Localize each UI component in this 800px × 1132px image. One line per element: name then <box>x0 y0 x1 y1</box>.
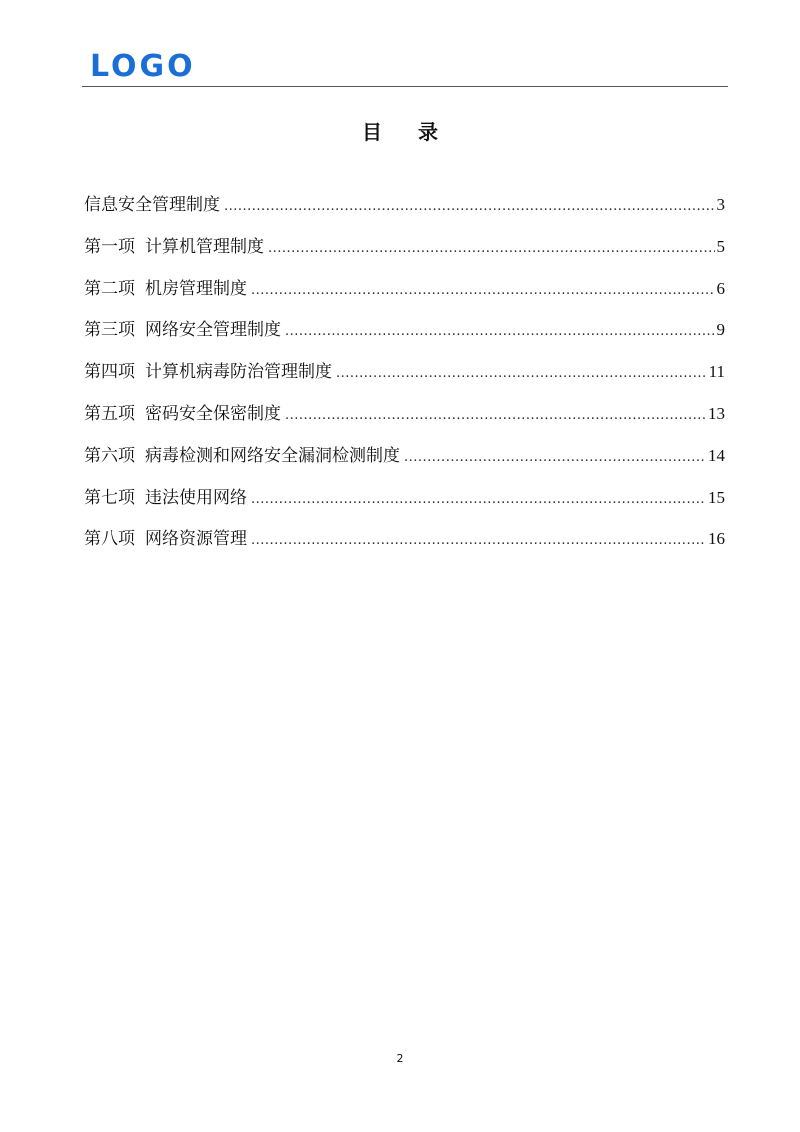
toc-entry-title: 密码安全保密制度 <box>145 403 281 424</box>
toc-entry-title: 计算机管理制度 <box>145 236 264 257</box>
toc-entry-title: 病毒检测和网络安全漏洞检测制度 <box>145 445 400 466</box>
page-number: 2 <box>396 1052 404 1065</box>
toc-page-ref: 15 <box>708 487 725 507</box>
toc-entry-number: 第七项 <box>84 487 135 508</box>
toc-entry-number: 第四项 <box>84 362 135 383</box>
toc-entry-label <box>84 274 247 299</box>
toc-entry-title: 网络安全管理制度 <box>145 320 281 341</box>
toc-entry[interactable] <box>84 524 725 566</box>
page-title: 目录 <box>362 120 474 144</box>
toc-entry-title: 违法使用网络 <box>145 487 247 508</box>
dot-leader <box>251 492 706 507</box>
toc-entry-title: 计算机病毒防治管理制度 <box>145 362 332 383</box>
toc-entry[interactable] <box>84 190 725 232</box>
header-rule <box>82 86 728 87</box>
logo: LOGO <box>90 49 196 84</box>
toc-page-ref: 14 <box>708 445 725 465</box>
dot-leader <box>251 533 706 548</box>
toc-entry[interactable] <box>84 399 725 441</box>
toc-entry-label <box>84 190 220 215</box>
dot-leader <box>404 450 706 465</box>
toc-entry[interactable] <box>84 441 725 483</box>
toc-entry-label <box>84 483 247 508</box>
dot-leader <box>224 199 715 214</box>
dot-leader <box>251 283 715 298</box>
dot-leader <box>285 324 715 339</box>
toc-entry-label <box>84 524 247 549</box>
toc-entry-label <box>84 315 281 340</box>
toc-page-ref: 3 <box>716 195 725 214</box>
toc-entry[interactable] <box>84 357 725 399</box>
dot-leader <box>285 408 706 423</box>
toc-entry-number: 第三项 <box>84 320 135 341</box>
toc-page-ref: 11 <box>708 362 725 382</box>
toc-entry[interactable] <box>84 315 725 357</box>
toc-page-ref: 13 <box>708 403 725 423</box>
toc-entry-label <box>84 232 264 257</box>
toc-page-ref: 5 <box>716 236 725 256</box>
toc-entry-title: 信息安全管理制度 <box>84 195 220 215</box>
toc-page-ref: 16 <box>708 529 725 549</box>
toc-entry[interactable] <box>84 232 725 274</box>
toc-entry[interactable] <box>84 483 725 525</box>
toc-entry-title: 机房管理制度 <box>145 278 247 299</box>
dot-leader <box>268 241 715 256</box>
toc-entry-label <box>84 357 332 382</box>
toc-entry-number: 第二项 <box>84 278 135 299</box>
toc-entry-number: 第六项 <box>84 445 135 466</box>
dot-leader <box>336 366 707 381</box>
toc-entry-number: 第八项 <box>84 529 135 550</box>
toc-entry-label <box>84 441 400 466</box>
toc-entry-label <box>84 399 281 424</box>
toc-page-ref: 6 <box>716 278 725 298</box>
toc-entry-title: 网络资源管理 <box>145 529 247 550</box>
toc-entry[interactable] <box>84 274 725 316</box>
table-of-contents <box>84 190 725 566</box>
toc-entry-number: 第五项 <box>84 403 135 424</box>
toc-entry-number: 第一项 <box>84 236 135 257</box>
toc-page-ref: 9 <box>716 320 725 340</box>
